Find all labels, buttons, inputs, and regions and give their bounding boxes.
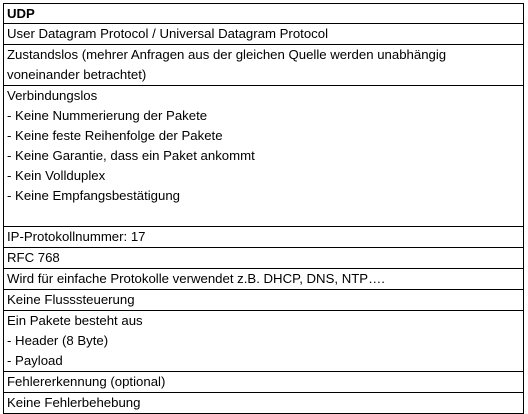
table-row-usage <box>4 269 523 290</box>
table-row-error-detection <box>4 372 523 393</box>
table-row-error-correction <box>4 393 523 414</box>
table-header: UDP <box>4 4 523 24</box>
cell-line: voneinander betrachtet) <box>7 67 147 82</box>
cell-line: - Header (8 Byte) <box>7 333 109 348</box>
table-row-connectionless <box>4 86 523 227</box>
cell-line: Wird für einfache Protokolle verwendet z.B. DHCP, DNS, NTP…. <box>7 271 385 286</box>
cell-line: Ein Pakete besteht aus <box>7 313 143 328</box>
cell-line: Fehlererkennung (optional) <box>7 374 166 389</box>
table-row-rfc <box>4 248 523 269</box>
table-row-packet-structure <box>4 311 523 372</box>
cell-line: RFC 768 <box>7 250 60 265</box>
cell-line: - Keine Garantie, dass ein Paket ankommt <box>7 148 255 163</box>
table-row-flow-control <box>4 290 523 311</box>
cell-line: - Keine feste Reihenfolge der Pakete <box>7 128 223 143</box>
cell-line: - Keine Nummerierung der Pakete <box>7 108 208 123</box>
cell-line: User Datagram Protocol / Universal Datagram Protocol <box>7 26 329 41</box>
table-row-stateless <box>4 45 523 86</box>
cell-line-empty <box>7 206 523 226</box>
cell-line: - Keine Empfangsbestätigung <box>7 188 181 203</box>
table-row-full-name <box>4 24 523 45</box>
table-row-protocol-number <box>4 227 523 248</box>
cell-line: Keine Fehlerbehebung <box>7 395 141 410</box>
cell-line: IP-Protokollnummer: 17 <box>7 229 146 244</box>
cell-line: - Payload <box>7 353 63 368</box>
cell-line: Verbindungslos <box>7 88 98 103</box>
udp-table <box>3 3 524 414</box>
cell-line: - Kein Vollduplex <box>7 168 106 183</box>
cell-line: Zustandslos (mehrer Anfragen aus der gleichen Quelle werden unabhängig <box>7 47 447 62</box>
cell-line: Keine Flusssteuerung <box>7 292 135 307</box>
